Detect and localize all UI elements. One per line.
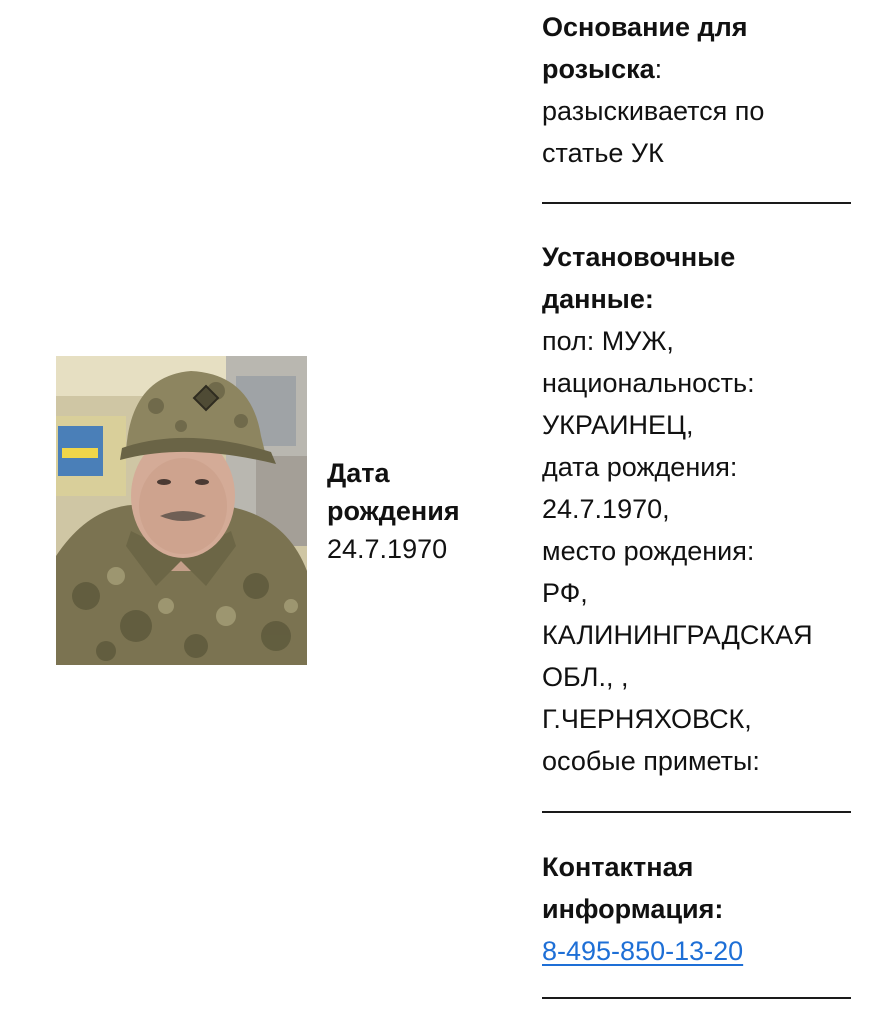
- identity-line: пол: МУЖ,: [542, 326, 674, 356]
- identity-line: 24.7.1970,: [542, 494, 670, 524]
- dob-label-line1: Дата: [327, 458, 390, 488]
- identity-line: КАЛИНИНГРАДСКАЯ: [542, 620, 813, 650]
- identity-line: Г.ЧЕРНЯХОВСК,: [542, 704, 752, 734]
- basis-title-line2: розыска: [542, 54, 655, 84]
- basis-title-line1: Основание для: [542, 12, 748, 42]
- identity-line: УКРАИНЕЦ,: [542, 410, 694, 440]
- basis-text-line2: статье УК: [542, 138, 664, 168]
- identity-section: [542, 236, 872, 782]
- identity-line: РФ,: [542, 578, 588, 608]
- dob-value: 24.7.1970: [327, 534, 448, 564]
- basis-title-colon: :: [654, 54, 663, 84]
- identity-title-line1: Установочные: [542, 242, 736, 272]
- dob-label-line2: рождения: [327, 496, 460, 526]
- identity-title-line2: данные:: [542, 284, 654, 314]
- divider-3: [542, 997, 851, 999]
- basis-text-line1: разыскивается по: [542, 96, 765, 126]
- contact-section: [542, 846, 872, 972]
- contact-title-line1: Контактная: [542, 852, 694, 882]
- phone-link[interactable]: 8-495-850-13-20: [542, 936, 744, 966]
- identity-line: дата рождения:: [542, 452, 738, 482]
- divider-1: [542, 202, 851, 204]
- basis-title-line2-row: [542, 48, 872, 90]
- contact-title-line2: информация:: [542, 894, 724, 924]
- divider-2: [542, 811, 851, 813]
- identity-line: особые приметы:: [542, 746, 760, 776]
- person-photo: [56, 356, 307, 665]
- identity-line: место рождения:: [542, 536, 755, 566]
- basis-section: [542, 6, 872, 174]
- identity-line: ОБЛ., ,: [542, 662, 629, 692]
- dob-summary: [327, 454, 517, 568]
- identity-line: национальность:: [542, 368, 755, 398]
